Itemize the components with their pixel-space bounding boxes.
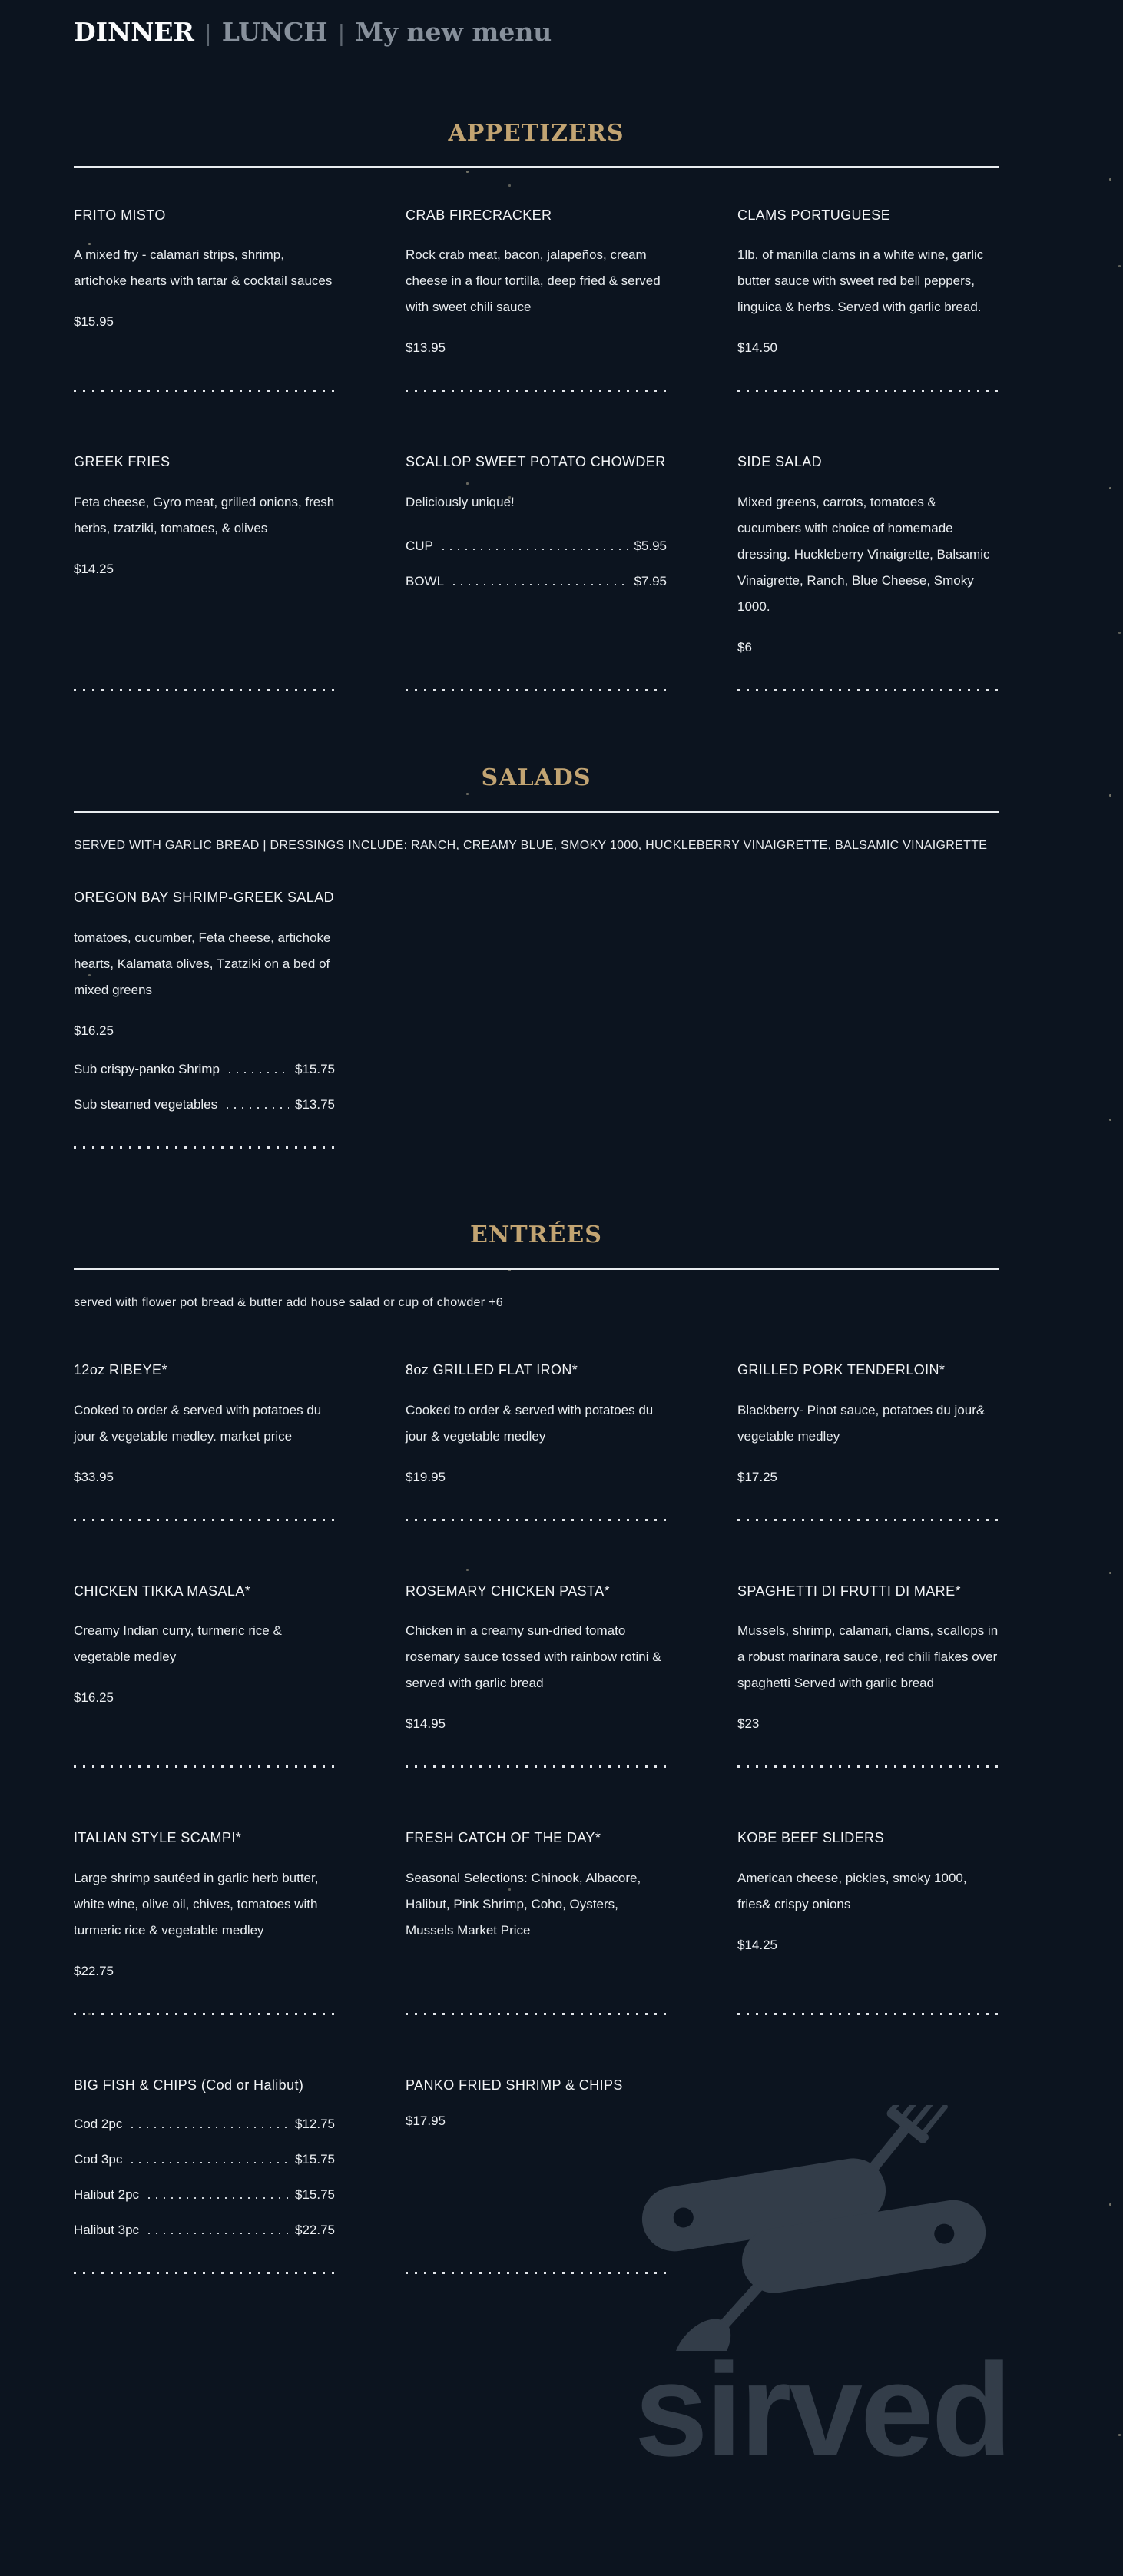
item-description: Seasonal Selections: Chinook, Albacore, Halibut, Pink Shrimp, Coho, Oysters, Mussels Market Price <box>406 1870 641 1938</box>
dot-leader <box>229 1072 289 1073</box>
item-separator <box>74 1732 335 1768</box>
item-name: KOBE BEEF SLIDERS <box>737 1830 884 1846</box>
item-name: 12oz RIBEYE* <box>74 1362 167 1378</box>
item-price: $16.25 <box>74 1690 114 1706</box>
option-price: $5.95 <box>634 538 667 553</box>
item-price: $22.75 <box>74 1963 114 1978</box>
section-note: served with flower pot bread & butter add house salad or cup of chowder +6 <box>74 1295 503 1309</box>
item-price: $15.95 <box>74 314 114 330</box>
option-row <box>74 1062 335 1077</box>
section-appetizers <box>74 120 999 691</box>
item-price: $23 <box>737 1716 760 1732</box>
item-description: Feta cheese, Gyro meat, grilled onions, fresh herbs, tzatziki, tomatoes, & olives <box>74 494 335 535</box>
section-divider-line <box>74 1268 999 1270</box>
item-separator <box>74 1485 335 1521</box>
item-price: $19.95 <box>406 1469 446 1484</box>
entrees-row-4 <box>74 2077 999 2275</box>
item-separator <box>406 2238 667 2274</box>
dot-leader <box>131 2127 289 2128</box>
item-description: tomatoes, cucumber, Feta cheese, artichoke hearts, Kalamata olives, Tzatziki on a bed of mixed greens <box>74 930 331 997</box>
item-separator <box>74 1979 335 2015</box>
menu-item-clams-portuguese <box>737 207 999 393</box>
entrees-row-1 <box>74 1361 999 1521</box>
option-price: $15.75 <box>295 2152 335 2167</box>
item-name: CLAMS PORTUGUESE <box>737 207 891 223</box>
menu-tabs <box>74 0 999 47</box>
item-name: GRILLED PORK TENDERLOIN* <box>737 1362 946 1378</box>
item-name: GREEK FRIES <box>74 454 171 470</box>
section-divider-line <box>74 166 999 168</box>
item-price: $14.95 <box>406 1716 446 1732</box>
item-name: PANKO FRIED SHRIMP & CHIPS <box>406 2077 623 2093</box>
section-note: SERVED WITH GARLIC BREAD | DRESSINGS INCLUDE: RANCH, CREAMY BLUE, SMOKY 1000, HUCKLEBERRY VINAIGRETTE, BALSAMIC VINAIGRETTE <box>74 838 988 852</box>
option-row <box>74 2152 335 2167</box>
item-price: $14.25 <box>74 561 114 576</box>
appetizers-row-2 <box>74 453 999 691</box>
dot-leader <box>131 2162 289 2163</box>
item-name: SIDE SALAD <box>737 454 823 470</box>
item-name: OREGON BAY SHRIMP-GREEK SALAD <box>74 890 335 906</box>
menu-item-greek-fries <box>74 453 335 691</box>
menu-item-frito-misto <box>74 207 335 393</box>
item-price: $17.95 <box>406 2114 446 2129</box>
option-row <box>74 2117 335 2132</box>
option-label: Halibut 3pc <box>74 2223 140 2238</box>
item-price: $14.25 <box>737 1937 777 1952</box>
menu-item-scallop-chowder <box>406 453 667 691</box>
item-price: $33.95 <box>74 1469 114 1484</box>
item-separator <box>74 356 335 392</box>
dot-leader <box>148 2197 289 2199</box>
item-options <box>406 539 667 589</box>
item-price: $17.25 <box>737 1469 777 1484</box>
option-price: $12.75 <box>295 2117 335 2132</box>
option-price: $22.75 <box>295 2223 335 2238</box>
menu-item-oregon-bay-greek-salad <box>74 889 335 1149</box>
item-name: FRESH CATCH OF THE DAY* <box>406 1830 601 1846</box>
item-description: Blackberry- Pinot sauce, potatoes du jour& vegetable medley <box>737 1402 986 1444</box>
menu-item-chicken-tikka-masala <box>74 1583 335 1769</box>
option-label: Sub crispy-panko Shrimp <box>74 1061 220 1076</box>
option-row <box>406 574 667 589</box>
item-name: CRAB FIRECRACKER <box>406 207 552 223</box>
section-title: SALADS <box>481 764 591 791</box>
entrees-row-3 <box>74 1829 999 2015</box>
option-row <box>74 2187 335 2203</box>
item-separator <box>406 1979 667 2015</box>
item-name: FRITO MISTO <box>74 207 166 223</box>
item-name: ROSEMARY CHICKEN PASTA* <box>406 1583 610 1599</box>
item-name: BIG FISH & CHIPS (Cod or Halibut) <box>74 2077 304 2093</box>
item-price: $13.95 <box>406 340 446 356</box>
option-label: CUP <box>406 538 433 553</box>
item-name: SPAGHETTI DI FRUTTI DI MARE* <box>737 1583 961 1599</box>
menu-item-big-fish-and-chips <box>74 2077 335 2275</box>
menu-page <box>74 0 999 2274</box>
item-separator <box>406 655 667 691</box>
dot-leader <box>148 2233 289 2234</box>
dot-leader <box>453 584 628 585</box>
dot-leader <box>442 549 628 550</box>
option-price: $15.75 <box>295 2187 335 2203</box>
item-price: $14.50 <box>737 340 777 356</box>
item-description: Deliciously unique! <box>406 494 515 509</box>
dot-leader <box>227 1107 289 1109</box>
item-price: $6 <box>737 639 752 655</box>
item-description: A mixed fry - calamari strips, shrimp, artichoke hearts with tartar & cocktail sauces <box>74 247 333 289</box>
menu-item-kobe-beef-sliders <box>737 1829 999 2015</box>
item-separator <box>737 1732 999 1768</box>
option-label: Halibut 2pc <box>74 2187 140 2203</box>
option-row <box>406 539 667 554</box>
menu-item-panko-fried-shrimp <box>406 2077 667 2275</box>
tab-lunch[interactable]: LUNCH <box>221 17 328 47</box>
option-price: $15.75 <box>295 1061 335 1076</box>
sirved-logo-text: sirved <box>634 2336 1010 2484</box>
appetizers-row-1 <box>74 207 999 393</box>
option-row <box>74 1097 335 1112</box>
option-label: Sub steamed vegetables <box>74 1096 218 1112</box>
item-separator <box>737 655 999 691</box>
item-options <box>74 1062 335 1112</box>
menu-item-italian-scampi <box>74 1829 335 2015</box>
menu-item-rosemary-chicken-pasta <box>406 1583 667 1769</box>
menu-item-fresh-catch <box>406 1829 667 2015</box>
menu-item-side-salad <box>737 453 999 691</box>
menu-item-spaghetti-frutti-di-mare <box>737 1583 999 1769</box>
item-name: ITALIAN STYLE SCAMPI* <box>74 1830 242 1846</box>
item-description: Large shrimp sautéed in garlic herb butter, white wine, olive oil, chives, tomatoes with turmeric rice & vegetable medley <box>74 1870 319 1938</box>
item-description: Mussels, shrimp, calamari, clams, scallops in a robust marinara sauce, red chili flakes over spaghetti Served with garlic bread <box>737 1623 999 1691</box>
salads-row-1 <box>74 889 999 1149</box>
section-divider-line <box>74 811 999 813</box>
item-separator <box>737 1979 999 2015</box>
item-price: $16.25 <box>74 1023 114 1038</box>
option-label: Cod 2pc <box>74 2117 123 2132</box>
menu-item-pork-tenderloin <box>737 1361 999 1521</box>
item-separator <box>74 1112 335 1149</box>
entrees-row-2 <box>74 1583 999 1769</box>
menu-item-flat-iron <box>406 1361 667 1521</box>
item-description: Cooked to order & served with potatoes du jour & vegetable medley. market price <box>74 1402 322 1444</box>
menu-item-ribeye <box>74 1361 335 1521</box>
tab-dinner[interactable]: DINNER <box>74 17 194 47</box>
item-separator <box>406 356 667 392</box>
item-separator <box>74 2238 335 2274</box>
option-price: $7.95 <box>634 573 667 588</box>
item-description: Creamy Indian curry, turmeric rice & vegetable medley <box>74 1623 282 1665</box>
item-separator <box>74 655 335 691</box>
item-name: 8oz GRILLED FLAT IRON* <box>406 1362 578 1378</box>
item-description: Chicken in a creamy sun-dried tomato rosemary sauce tossed with rainbow rotini & served with garlic bread <box>406 1623 661 1691</box>
item-description: 1lb. of manilla clams in a white wine, garlic butter sauce with sweet red bell peppers, linguica & herbs. Served with garlic bread. <box>737 247 984 315</box>
item-name: SCALLOP SWEET POTATO CHOWDER <box>406 454 666 470</box>
item-name: CHICKEN TIKKA MASALA* <box>74 1583 251 1599</box>
option-row <box>74 2223 335 2238</box>
item-description: Cooked to order & served with potatoes du jour & vegetable medley <box>406 1402 654 1444</box>
item-options <box>74 2117 335 2238</box>
section-title: ENTRÉES <box>470 1221 602 1248</box>
tab-divider: | <box>204 20 212 46</box>
item-description: Rock crab meat, bacon, jalapeños, cream cheese in a flour tortilla, deep fried & served with sweet chili sauce <box>406 247 661 315</box>
tab-divider: | <box>337 20 346 46</box>
menu-item-crab-firecracker <box>406 207 667 393</box>
option-price: $13.75 <box>295 1096 335 1112</box>
item-separator <box>406 1732 667 1768</box>
item-description: American cheese, pickles, smoky 1000, fries& crispy onions <box>737 1870 967 1911</box>
item-separator <box>737 356 999 392</box>
option-label: BOWL <box>406 573 445 588</box>
option-label: Cod 3pc <box>74 2152 123 2167</box>
item-separator <box>737 1485 999 1521</box>
tab-my-new-menu[interactable]: My new menu <box>355 17 552 47</box>
section-title: APPETIZERS <box>448 120 624 147</box>
item-separator <box>406 1485 667 1521</box>
item-description: Mixed greens, carrots, tomatoes & cucumbers with choice of homemade dressing. Huckleberry Vinaigrette, Balsamic Vinaigrette, Ranch, Blue Cheese, Smoky 1000. <box>737 494 990 614</box>
section-salads <box>74 764 999 1149</box>
section-entrees <box>74 1222 999 2274</box>
